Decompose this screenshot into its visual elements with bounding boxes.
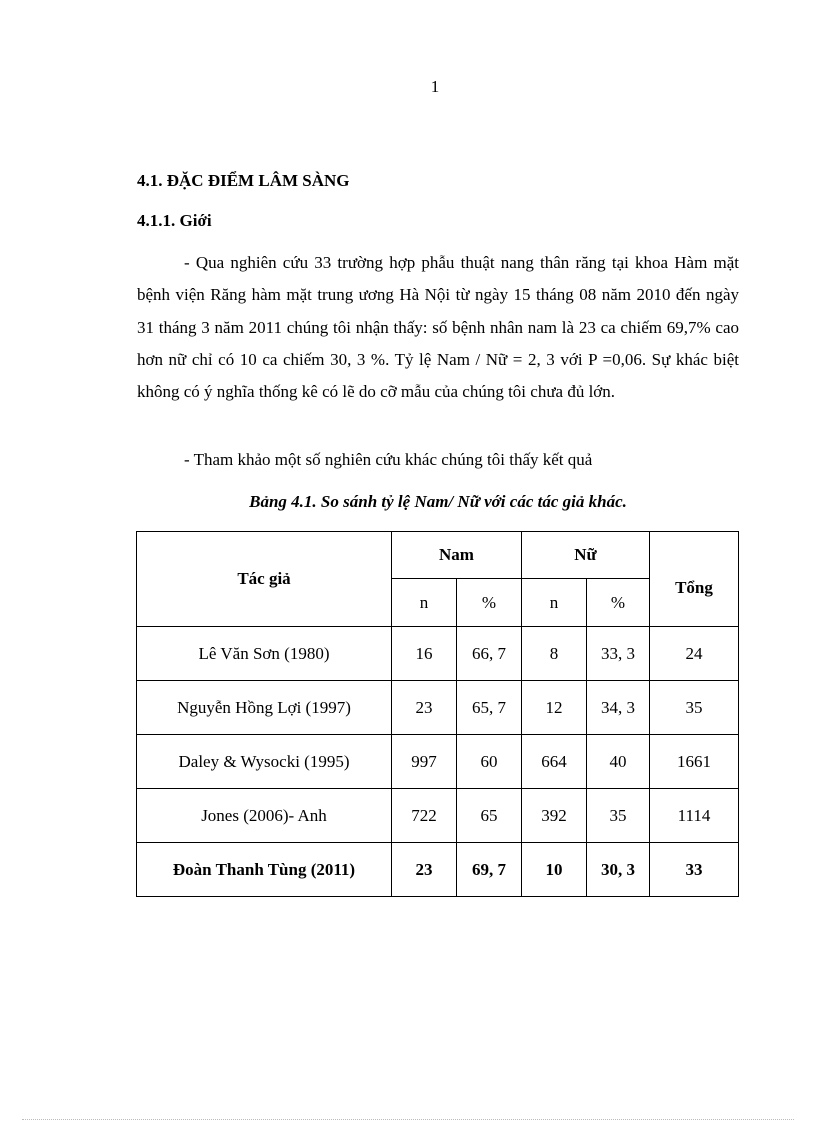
cell-male-n: 722 [392, 789, 457, 843]
table-caption: Bảng 4.1. So sánh tỷ lệ Nam/ Nữ với các tác giả khác. [249, 492, 627, 511]
table-header-row [137, 532, 739, 579]
cell-male-n: 23 [392, 681, 457, 735]
cell-female-n: 392 [522, 789, 587, 843]
cell-female-pct: 33, 3 [587, 627, 650, 681]
cell-total: 35 [650, 681, 739, 735]
header-female-n: n [522, 579, 587, 627]
cell-male-pct: 65 [457, 789, 522, 843]
cell-author: Lê Văn Sơn (1980) [137, 627, 392, 681]
cell-author: Daley & Wysocki (1995) [137, 735, 392, 789]
comparison-table [136, 531, 739, 897]
cell-author: Nguyễn Hồng Lợi (1997) [137, 681, 392, 735]
cell-male-n: 997 [392, 735, 457, 789]
header-male-n: n [392, 579, 457, 627]
table-row [137, 789, 739, 843]
table-row [137, 735, 739, 789]
cell-total: 24 [650, 627, 739, 681]
cell-author: Đoàn Thanh Tùng (2011) [137, 843, 392, 897]
body-paragraph-2: - Tham khảo một số nghiên cứu khác chúng tôi thấy kết quả [184, 450, 593, 469]
cell-female-pct: 30, 3 [587, 843, 650, 897]
table-row [137, 627, 739, 681]
cell-author: Jones (2006)- Anh [137, 789, 392, 843]
header-male: Nam [392, 532, 522, 579]
cell-male-pct: 66, 7 [457, 627, 522, 681]
subsection-heading: 4.1.1. Giới [137, 211, 212, 230]
cell-total: 33 [650, 843, 739, 897]
cell-male-pct: 69, 7 [457, 843, 522, 897]
cell-male-n: 16 [392, 627, 457, 681]
header-female-pct: % [587, 579, 650, 627]
header-total: Tổng [650, 532, 739, 627]
cell-female-pct: 35 [587, 789, 650, 843]
body-paragraph: - Qua nghiên cứu 33 trường hợp phẫu thuật nang thân răng tại khoa Hàm mặt bệnh viện Răng hàm mặt trung ương Hà Nội từ ngày 15 tháng 08 năm 2010 đến ngày 31 tháng 3 năm 2011 chúng tôi nhận thấy: số bệnh nhân nam là 23 ca chiếm 69,7% cao hơn nữ chỉ có 10 ca chiếm 30, 3 %. Tỷ lệ Nam / Nữ = 2, 3 với P =0,06. Sự khác biệt không có ý nghĩa thống kê có lẽ do cỡ mẫu của chúng tôi chưa đủ lớn. [137, 253, 739, 402]
cell-male-pct: 65, 7 [457, 681, 522, 735]
cell-female-pct: 34, 3 [587, 681, 650, 735]
cell-female-n: 10 [522, 843, 587, 897]
cell-male-n: 23 [392, 843, 457, 897]
header-author: Tác giả [137, 532, 392, 627]
table-row-highlight [137, 843, 739, 897]
header-female: Nữ [522, 532, 650, 579]
page-bottom-divider [22, 1119, 794, 1120]
cell-female-n: 664 [522, 735, 587, 789]
table-row [137, 681, 739, 735]
cell-female-pct: 40 [587, 735, 650, 789]
section-heading: 4.1. ĐẶC ĐIỂM LÂM SÀNG [137, 171, 350, 190]
cell-male-pct: 60 [457, 735, 522, 789]
page-number: 1 [430, 77, 440, 96]
cell-total: 1114 [650, 789, 739, 843]
cell-female-n: 8 [522, 627, 587, 681]
header-male-pct: % [457, 579, 522, 627]
cell-female-n: 12 [522, 681, 587, 735]
cell-total: 1661 [650, 735, 739, 789]
